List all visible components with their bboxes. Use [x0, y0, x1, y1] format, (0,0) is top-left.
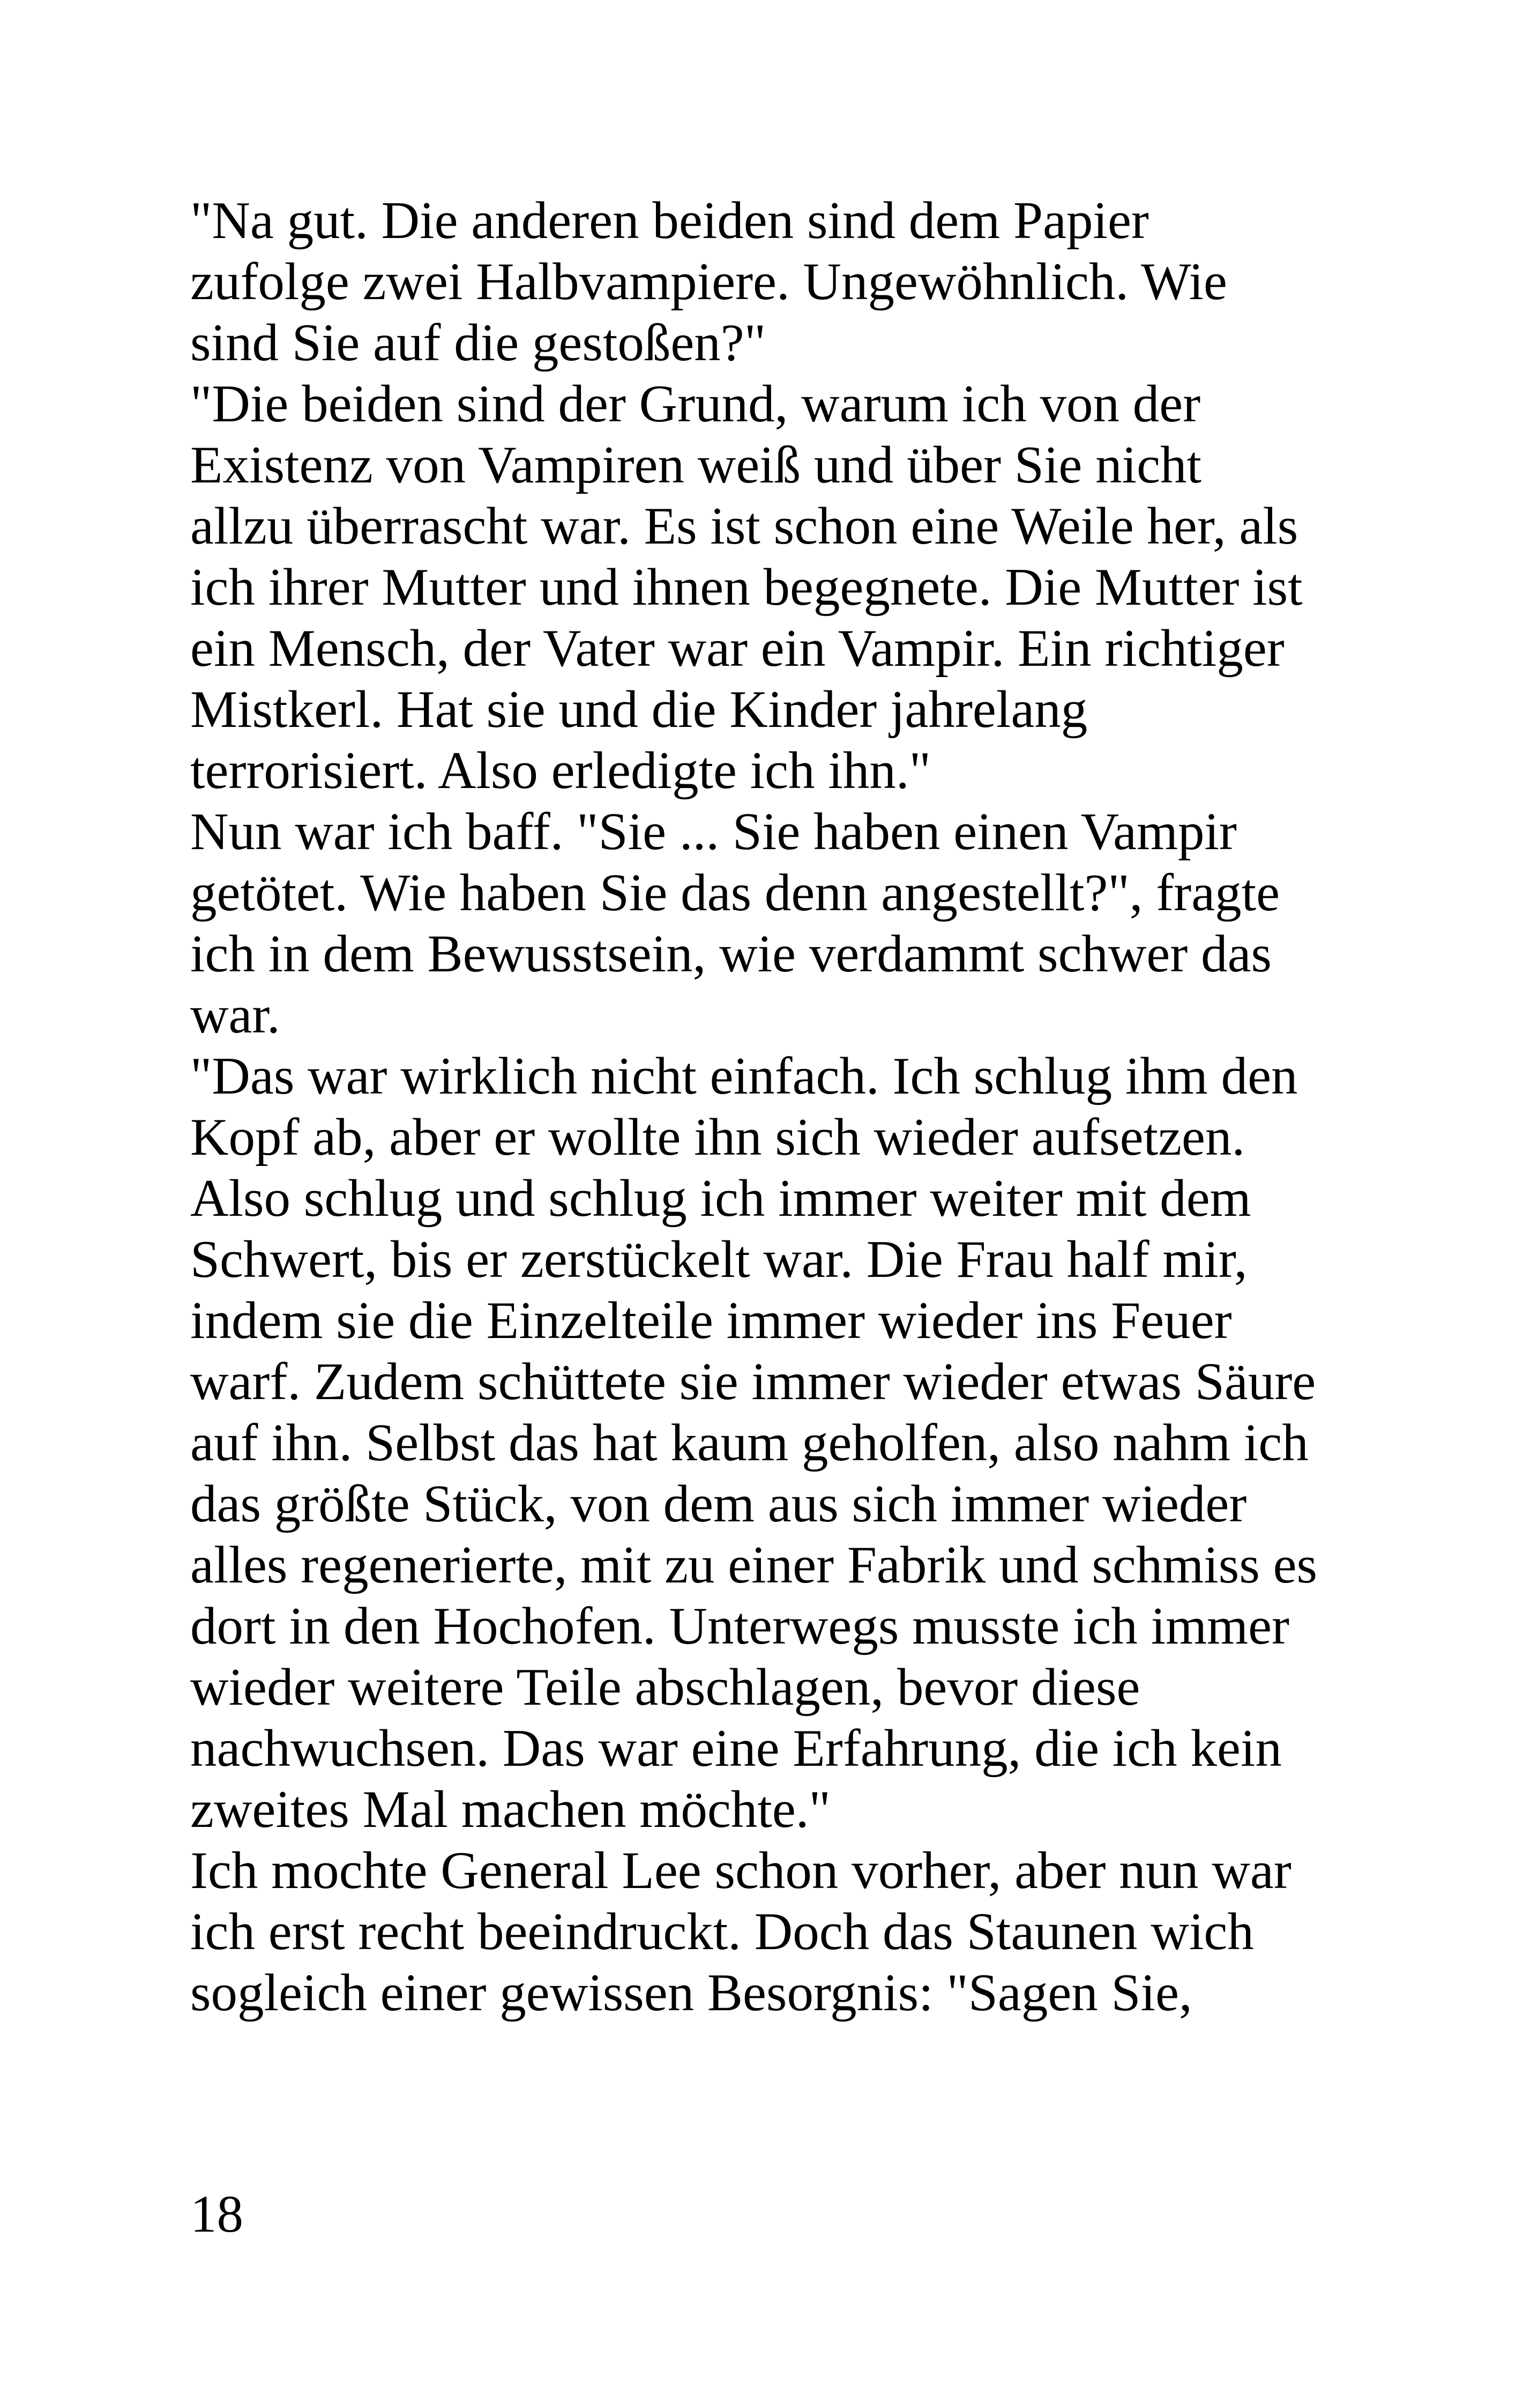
text-line: Ich mochte General Lee schon vorher, aber nun war — [190, 1841, 1291, 1900]
text-line: sind Sie auf die gestoßen?" — [190, 314, 766, 372]
text-line: Mistkerl. Hat sie und die Kinder jahrelang — [190, 680, 1088, 739]
text-line: Nun war ich baff. "Sie ... Sie haben einen Vampir — [190, 802, 1237, 861]
text-line: dort in den Hochofen. Unterwegs musste ich immer — [190, 1597, 1290, 1655]
text-line: ich ihrer Mutter und ihnen begegnete. Die Mutter ist — [190, 558, 1303, 616]
text-line: indem sie die Einzelteile immer wieder ins Feuer — [190, 1291, 1232, 1350]
text-line: warf. Zudem schüttete sie immer wieder etwas Säure — [190, 1352, 1316, 1411]
text-line: ich in dem Bewusstsein, wie verdammt schwer das — [190, 925, 1272, 983]
text-line: terrorisiert. Also erledigte ich ihn." — [190, 741, 931, 800]
text-line: auf ihn. Selbst das hat kaum geholfen, also nahm ich — [190, 1414, 1309, 1472]
text-line: alles regenerierte, mit zu einer Fabrik und schmiss es — [190, 1536, 1318, 1594]
text-line: sogleich einer gewissen Besorgnis: "Sagen Sie, — [190, 1964, 1192, 2022]
text-line: Also schlug und schlug ich immer weiter mit dem — [190, 1169, 1251, 1228]
text-line: zweites Mal machen möchte." — [190, 1780, 831, 1839]
text-line: war. — [190, 986, 280, 1044]
text-line: das größte Stück, von dem aus sich immer wieder — [190, 1475, 1247, 1533]
text-line: nachwuchsen. Das war eine Erfahrung, die ich kein — [190, 1719, 1282, 1778]
body-text — [190, 190, 1348, 2024]
text-line: ich erst recht beeindruckt. Doch das Staunen wich — [190, 1902, 1254, 1961]
text-line: getötet. Wie haben Sie das denn angestellt?", fragte — [190, 864, 1280, 922]
text-line: ein Mensch, der Vater war ein Vampir. Ein richtiger — [190, 619, 1285, 678]
text-line: Kopf ab, aber er wollte ihn sich wieder aufsetzen. — [190, 1108, 1245, 1166]
text-line: Existenz von Vampiren weiß und über Sie nicht — [190, 436, 1202, 494]
text-line: "Na gut. Die anderen beiden sind dem Papier — [190, 191, 1149, 250]
text-line: allzu überrascht war. Es ist schon eine Weile her, als — [190, 497, 1298, 555]
text-line: zufolge zwei Halbvampiere. Ungewöhnlich. Wie — [190, 252, 1227, 311]
text-line: "Die beiden sind der Grund, warum ich von der — [190, 375, 1201, 433]
text-line: Schwert, bis er zerstückelt war. Die Frau half mir, — [190, 1230, 1248, 1289]
page-number: 18 — [190, 2185, 243, 2243]
text-line: wieder weitere Teile abschlagen, bevor diese — [190, 1658, 1140, 1716]
text-line: "Das war wirklich nicht einfach. Ich schlug ihm den — [190, 1047, 1298, 1105]
